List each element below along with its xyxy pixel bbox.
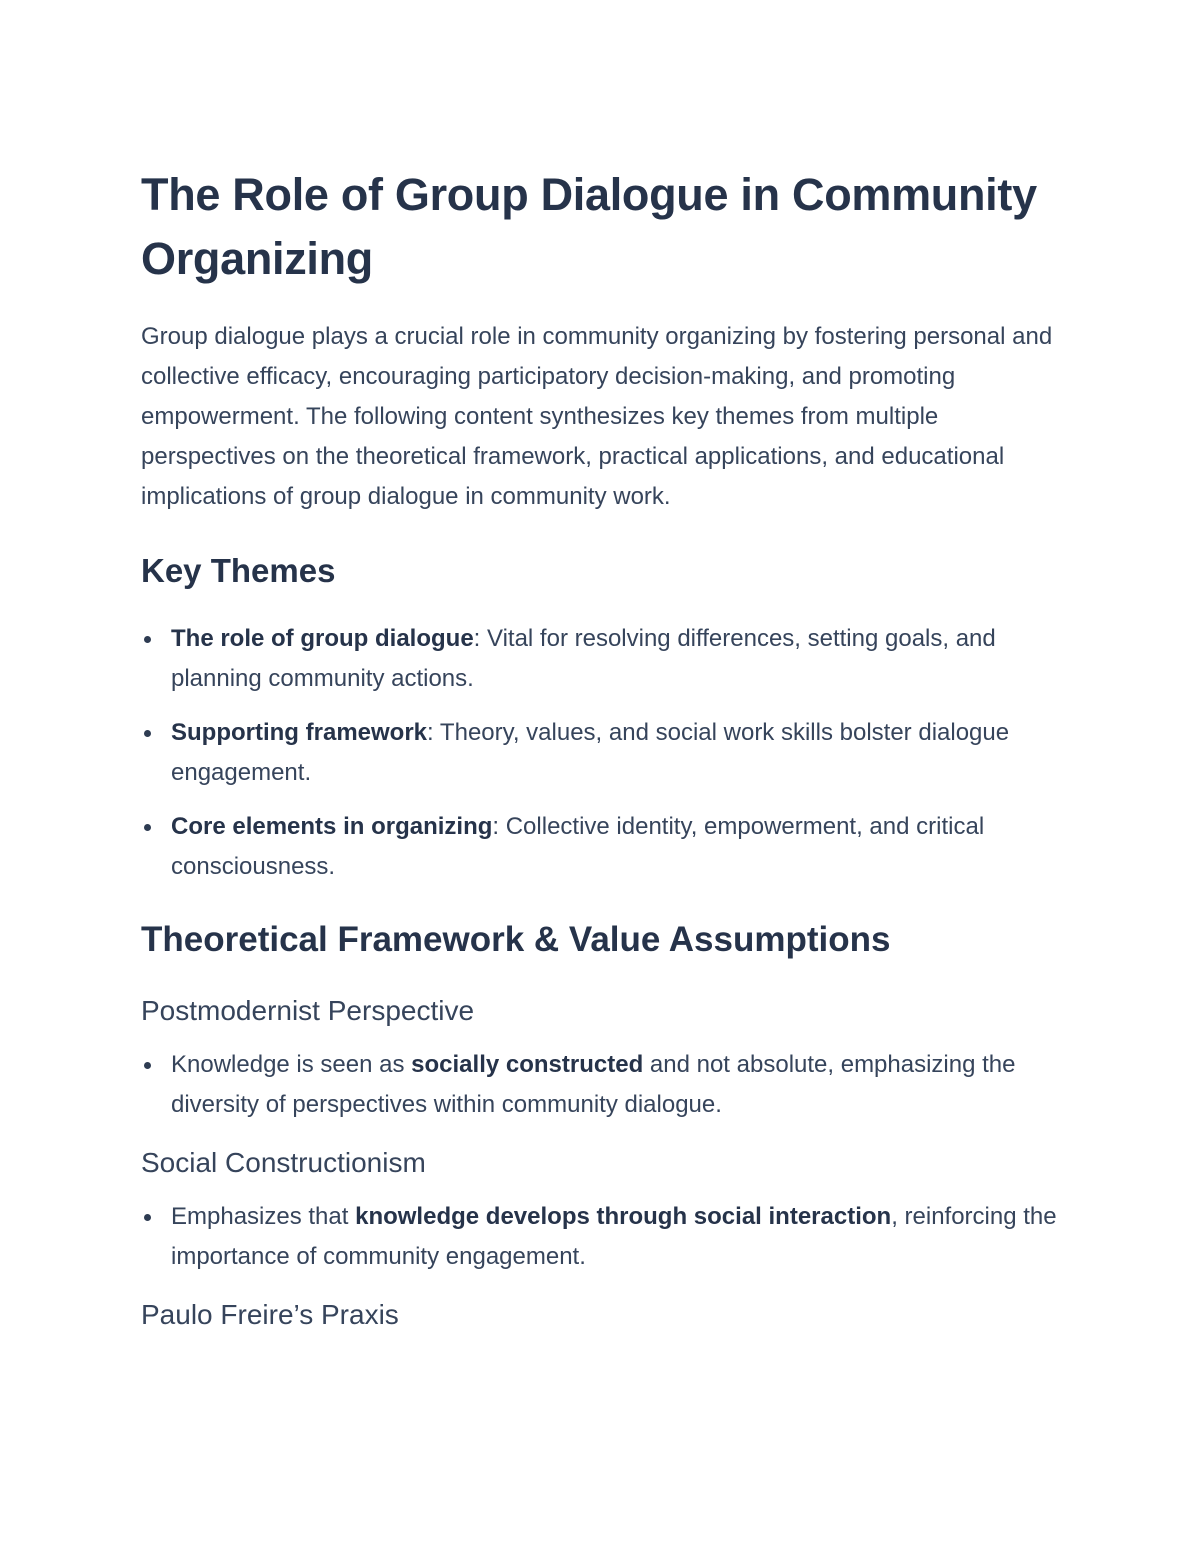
key-themes-list [141,619,1061,887]
social-constructionism-heading: Social Constructionism [141,1147,426,1178]
item-text-before: Knowledge is seen as [171,1051,412,1078]
page-title: The Role of Group Dialogue in Community Organizing [141,169,1037,284]
document-page [141,163,1061,1335]
theme-term: The role of group dialogue [171,625,474,652]
bullet-icon [144,730,151,737]
item-text-after: and not absolute, emphasizing the diversity of perspectives within community dialogue. [171,1051,1016,1118]
list-item [141,619,1061,699]
bullet-icon [144,824,151,831]
list-item [141,807,1061,887]
bullet-icon [144,1214,151,1221]
theme-term: Supporting framework [171,719,428,746]
list-item [141,713,1061,793]
bullet-icon [144,636,151,643]
item-emphasis: socially constructed [411,1051,644,1078]
theme-text: : Vital for resolving differences, setting goals, and planning community actions. [171,625,996,692]
postmodernist-list [141,1045,1061,1125]
postmodernist-heading: Postmodernist Perspective [141,995,475,1026]
item-text-before: Emphasizes that [171,1203,356,1230]
freire-praxis-heading: Paulo Freire’s Praxis [141,1299,399,1330]
theme-term: Core elements in organizing [171,813,493,840]
theme-text: : Collective identity, empowerment, and critical consciousness. [171,813,985,880]
list-item [141,1045,1061,1125]
item-emphasis: knowledge develops through social interaction [355,1203,892,1230]
list-item [141,1197,1061,1277]
framework-heading: Theoretical Framework & Value Assumptions [141,920,891,959]
intro-paragraph: Group dialogue plays a crucial role in community organizing by fostering personal and collective efficacy, encouraging participatory decision-making, and promoting empowerment. The following content synthesizes key themes from multiple perspectives on the theoretical framework, practical applications, and educational implications of group dialogue in community work. [141,323,1053,510]
social-constructionism-list [141,1197,1061,1277]
bullet-icon [144,1062,151,1069]
key-themes-heading: Key Themes [141,552,336,589]
item-text-after: , reinforcing the importance of community engagement. [171,1203,1057,1270]
theme-text: : Theory, values, and social work skills bolster dialogue engagement. [171,719,1010,786]
